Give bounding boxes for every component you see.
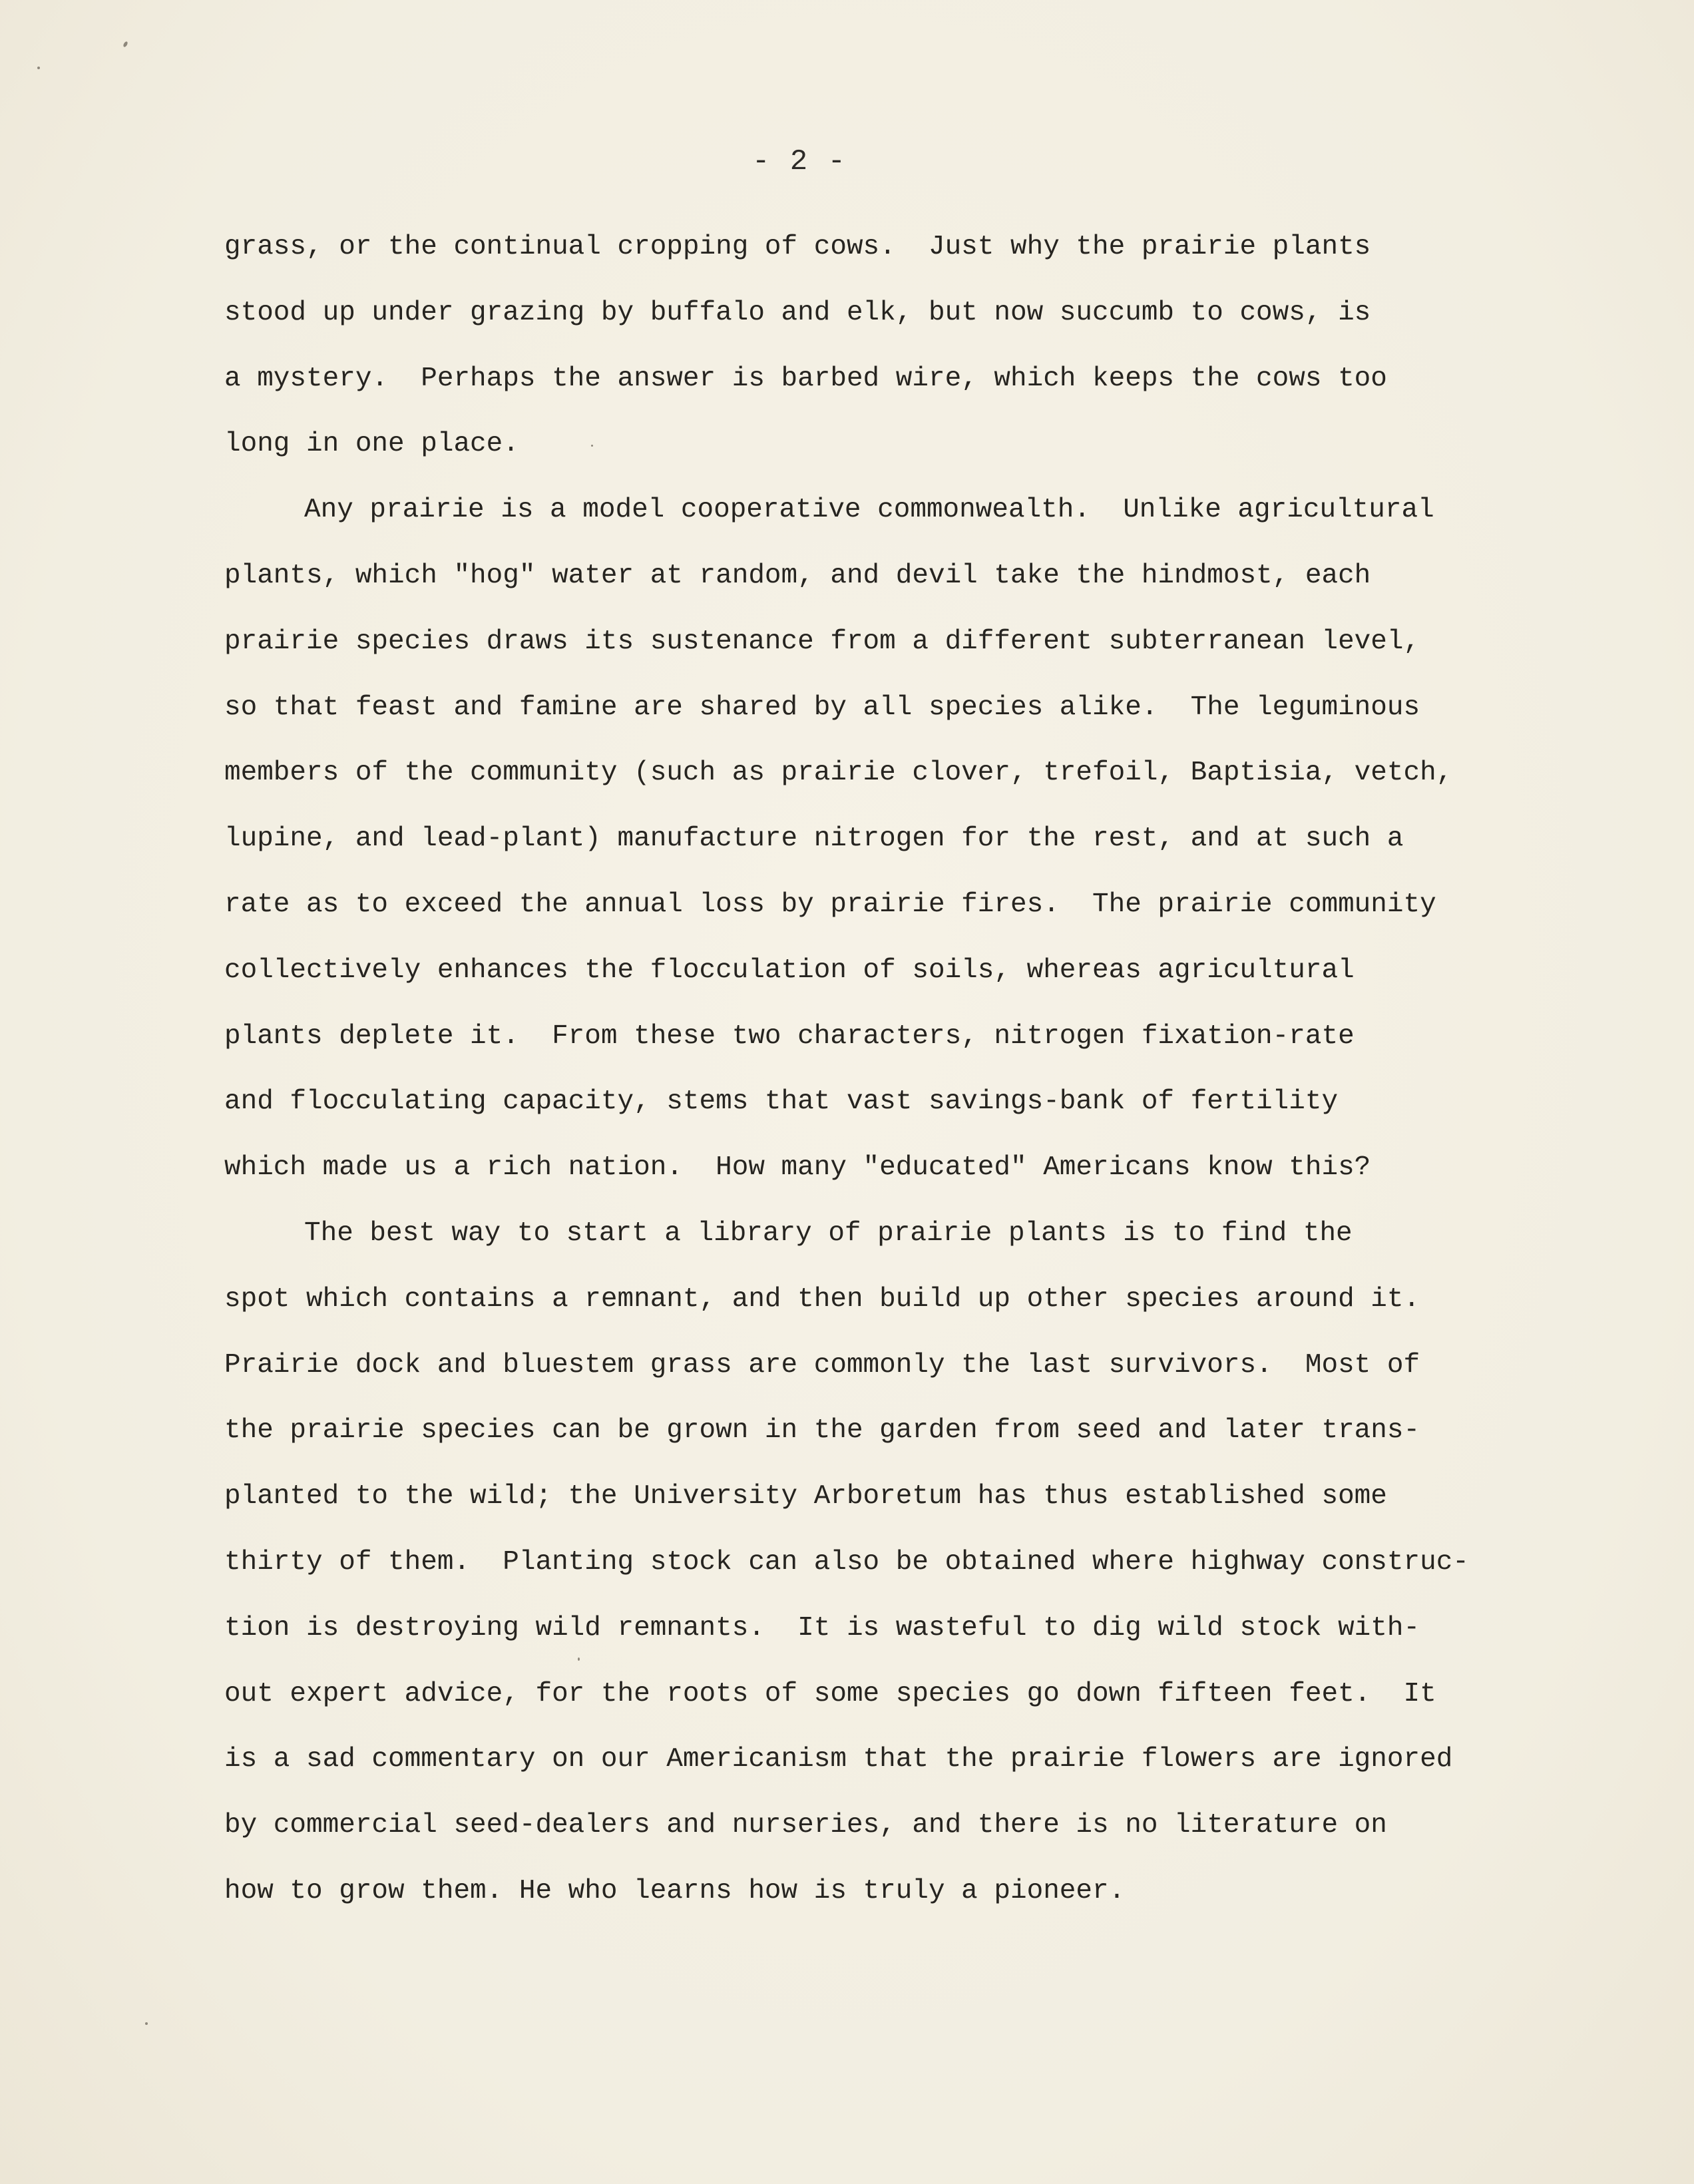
- paragraph-2-line: lupine, and lead-plant) manufacture nitrogen for the rest, and at such a: [224, 823, 1404, 855]
- paragraph-2-line: members of the community (such as prairie clover, trefoil, Baptisia, vetch,: [224, 758, 1453, 789]
- paper-speck: [122, 41, 128, 47]
- paragraph-3-line: planted to the wild; the University Arboretum has thus established some: [224, 1481, 1387, 1512]
- paragraph-1-line: stood up under grazing by buffalo and elk, but now succumb to cows, is: [224, 297, 1371, 328]
- paragraph-1-line: a mystery. Perhaps the answer is barbed wire, which keeps the cows too: [224, 363, 1387, 394]
- paragraph-3-line: tion is destroying wild remnants. It is wasteful to dig wild stock with-: [224, 1612, 1420, 1643]
- paragraph-3-line: out expert advice, for the roots of some species go down fifteen feet. It: [224, 1678, 1436, 1709]
- paragraph-3-line: spot which contains a remnant, and then build up other species around it.: [224, 1283, 1420, 1315]
- paper-speck: [145, 2022, 148, 2025]
- paragraph-3-line: thirty of them. Planting stock can also be obtained where highway construc-: [224, 1546, 1469, 1578]
- paragraph-2-line: plants deplete it. From these two characters, nitrogen fixation-rate: [224, 1020, 1355, 1052]
- paragraph-2-line: so that feast and famine are shared by all species alike. The leguminous: [224, 692, 1420, 723]
- paragraph-3-line: by commercial seed-dealers and nurseries, and there is no literature on: [224, 1810, 1387, 1841]
- paragraph-1-line: grass, or the continual cropping of cows. Just why the prairie plants: [224, 232, 1371, 262]
- paper-speck: [591, 445, 593, 447]
- paragraph-3-line: The best way to start a library of prairie plants is to find the: [304, 1217, 1353, 1249]
- paper-speck: [578, 1657, 580, 1661]
- paragraph-2-line: plants, which "hog" water at random, and devil take the hindmost, each: [224, 560, 1371, 591]
- paragraph-3-line: how to grow them. He who learns how is truly a pioneer.: [224, 1875, 1126, 1906]
- paragraph-2-line: rate as to exceed the annual loss by prairie fires. The prairie community: [224, 889, 1436, 920]
- paragraph-3-line: the prairie species can be grown in the garden from seed and later trans-: [224, 1415, 1420, 1446]
- paragraph-2-line: and flocculating capacity, stems that vast savings-bank of fertility: [224, 1086, 1339, 1118]
- paper-speck: [37, 67, 40, 69]
- paragraph-2-line: which made us a rich nation. How many "educated" Americans know this?: [224, 1152, 1371, 1184]
- paragraph-3-line: Prairie dock and bluestem grass are commonly the last survivors. Most of: [224, 1349, 1420, 1381]
- body-text: [224, 214, 1556, 1924]
- paragraph-2-line: prairie species draws its sustenance from a different subterranean level,: [224, 626, 1420, 657]
- paragraph-2-line: Any prairie is a model cooperative commonwealth. Unlike agricultural: [304, 495, 1434, 526]
- paragraph-1-line: long in one place.: [224, 429, 519, 460]
- paragraph-3-line: is a sad commentary on our Americanism that the prairie flowers are ignored: [224, 1744, 1453, 1775]
- page-number: - 2 -: [752, 145, 847, 178]
- paragraph-2-line: collectively enhances the flocculation of soils, whereas agricultural: [224, 955, 1355, 986]
